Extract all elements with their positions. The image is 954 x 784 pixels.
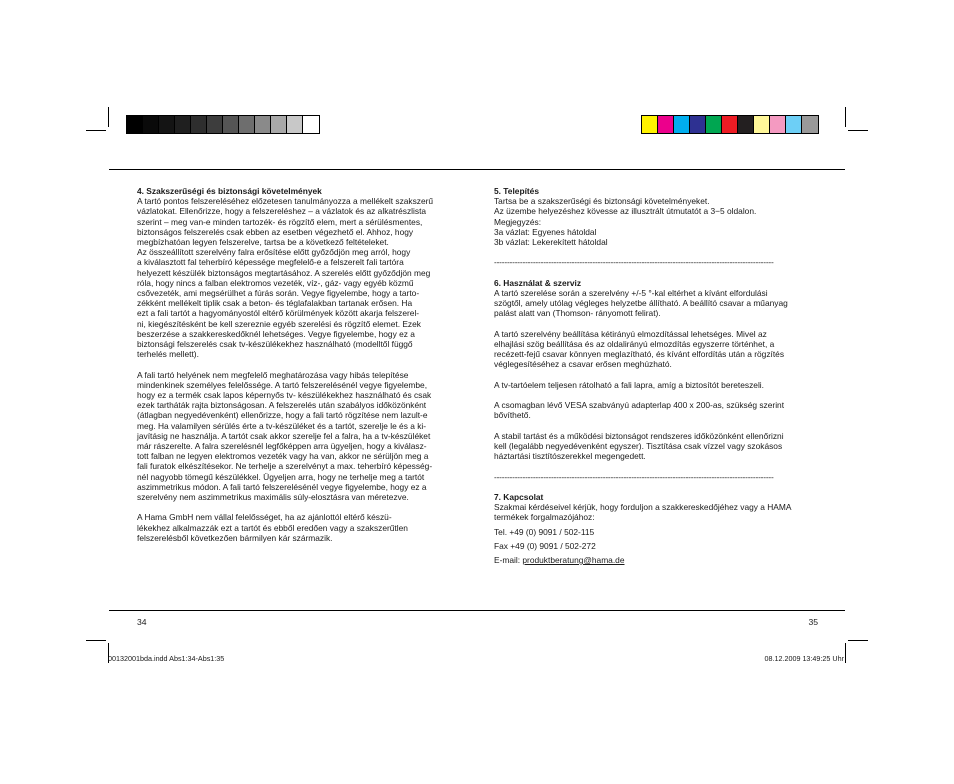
section-6-paragraph-5: A stabil tartást és a működési biztonságot rendszeres időközönként ellenőrizni kell (legalább negyedévenként egyszer). Tisztítása csak vízzel vagy szokásos háztartási tisztítószerekkel megengedett. xyxy=(494,430,784,462)
color-swatch xyxy=(159,116,175,133)
section-5-heading: 5. Telepítés xyxy=(494,186,539,196)
slug-file-info: 00132001bda.indd Abs1:34-Abs1:35 xyxy=(108,654,225,663)
section-6-paragraph-3: A tv-tartóelem teljesen rátolható a fali lapra, amíg a biztosítót bereteszeli. xyxy=(494,379,764,390)
section-7-heading: 7. Kapcsolat xyxy=(494,491,544,502)
color-swatch xyxy=(786,116,802,133)
crop-mark xyxy=(848,130,868,131)
section-6-paragraph-4: A csomagban lévő VESA szabványú adapterlap 400 x 200-as, szükség szerint bővíthető. xyxy=(494,400,785,421)
right-column xyxy=(494,186,814,565)
section-4-heading: 4. Szakszerűségi és biztonsági követelmények xyxy=(137,186,322,196)
color-swatch xyxy=(770,116,786,133)
color-swatch xyxy=(255,116,271,133)
section-7-paragraph: Szakmai kérdéseivel kérjük, hogy forduljon a szakkereskedőjéhez vagy a HAMA termékek forgalmazójához: xyxy=(494,502,792,523)
top-rule xyxy=(109,169,845,170)
left-column xyxy=(137,186,467,543)
email-label: E-mail: xyxy=(494,554,523,565)
color-swatch xyxy=(223,116,239,133)
page-number-right: 35 xyxy=(808,617,818,627)
color-swatch-bar xyxy=(641,115,819,134)
email-link[interactable]: produktberatung@hama.de xyxy=(522,554,625,565)
section-separator: ------------------------------------------------------------------------------------------------------------ xyxy=(494,471,774,482)
section-4-paragraph-2: A fali tartó helyének nem megfelelő meghatározása vagy hibás telepítése mindenkinek személyes felelőssége. A tartó felszerelésénél vegye figyelembe, hogy ez a termék csak lapos képernyős tv- készülékekhez használható és csak ezek tartháták rajta biztonságosan. A felszerelés után szabályos időközönként (átlagban negyedévenként) ellenőrizze, hogy a fali tartó rögzítése nem lazult-e meg. Ha valamilyen sérülés érte a tv-készüléket és a tartót, szerelje le és a ki- javításig ne használja. A tartót csak akkor szerelje fel a falra, ha a tv-készüléket már rászerelte. A falra szerelésnél legfőképpen arra ügyeljen, hogy a kiválasz- tott falban ne legyen elektromos vezeték vagy ha van, akkor ne sérüljön meg a fali furatok elkészítésekor. Ne terhelje a szerelvényt a max. teherbíró képesség- nél nagyobb tömegű készülékkel. Ügyeljen arra, hogy ne terhelje meg a tartót aszimmetrikus módon. A fali tartó felszerelésénél vegye figyelembe, hogy ez a szerelvény nem aszimmetrikus maximális súly-elosztásra van méretezve. xyxy=(137,369,433,503)
contact-email-line xyxy=(494,555,814,565)
color-swatch xyxy=(738,116,754,133)
color-swatch xyxy=(303,116,319,133)
crop-mark xyxy=(86,640,106,641)
crop-mark xyxy=(845,107,846,127)
crop-mark xyxy=(845,643,846,663)
color-swatch xyxy=(674,116,690,133)
color-swatch xyxy=(175,116,191,133)
color-swatch xyxy=(143,116,159,133)
grayscale-swatch-bar xyxy=(126,115,320,134)
crop-mark xyxy=(848,640,868,641)
color-swatch xyxy=(191,116,207,133)
contact-phone: Tel. +49 (0) 9091 / 502-115 xyxy=(494,526,595,537)
color-swatch xyxy=(239,116,255,133)
color-swatch xyxy=(690,116,706,133)
bottom-rule xyxy=(109,610,845,611)
crop-mark xyxy=(86,130,106,131)
color-swatch xyxy=(127,116,143,133)
section-6-heading: 6. Használat & szerviz xyxy=(494,277,582,288)
section-4-paragraph-3: A Hama GmbH nem vállal felelősséget, ha az ajánlottól eltérő készü- lékekhez alkalmazzák ezt a tartót és ebből eredően vagy a szakszerűtlen felszerelésből következően bármilyen kár származik. xyxy=(137,512,408,543)
color-swatch xyxy=(642,116,658,133)
slug-timestamp: 08.12.2009 13:49:25 Uhr xyxy=(764,654,844,663)
color-swatch xyxy=(658,116,674,133)
section-6-paragraph-1: A tartó szerelése során a szerelvény +/-5 °-kal eltérhet a kívánt elfordulási szögtől, amely utólag végleges helyzetbe állítható. A beállító csavar a műanyag palást alatt van (Thomson- rányomott felirat). xyxy=(494,288,788,319)
color-swatch xyxy=(722,116,738,133)
section-separator: ------------------------------------------------------------------------------------------------------------ xyxy=(494,257,774,268)
crop-mark xyxy=(108,107,109,127)
contact-fax: Fax +49 (0) 9091 / 502-272 xyxy=(494,540,596,551)
section-4-paragraph-1: A tartó pontos felszereléséhez előzetesen tanulmányozza a mellékelt szakszerű vázlatokat. Ellenőrizze, hogy a felszereléshez – a vázlatok és az alkatrészlista szerint – meg van-e minden tartozék- és rögzítő elem, mert a sérülésmentes, biztonságos felszerelés csak ebben az esetben végezhető el. Ahhoz, hogy megbízhatóan legyen felszerelve, tartsa be a következő feltételeket. Az összeállított szerelvény falra erősítése előtt győződjön meg arról, hogy a kiválasztott fal teherbíró képessége megfelelő-e a felszerelt fali tartóra helyezett készülék biztonságos megtartásához. A szerelés előtt győződjön meg róla, hogy nincs a falban elektromos vezeték, víz-, gáz- vagy egyéb közmű csővezeték, ami megsérülhet a fúrás során. Vegye figyelembe, hogy a tarto- zékként mellékelt tiplik csak a beton- és téglafalakban tartanak erősen. Ha ezt a fali tartót a hagyományostól eltérő körülmények között akarja felszerel- ni, kiegészítésként be kell szereznie egyéb szerelési és rögzítő elemet. Ezek beszerzése a szakkereskedőknél lehetséges. Vegye figyelembe, hogy ez a biztonsági felszerelés csak tv-készülékekhez használható (modelltől függő terhelés mellett). xyxy=(137,196,434,360)
color-swatch xyxy=(207,116,223,133)
color-swatch xyxy=(706,116,722,133)
color-swatch xyxy=(287,116,303,133)
section-6-paragraph-2: A tartó szerelvény beállítása kétirányú elmozdítással lehetséges. Mivel az elhajlási szög beállítása és az oldalirányú elmozdítás egyszerre történhet, a recézett-fejű csavar könnyen meglazítható, és kívánt elfordítás után a rögzítés véglegesítéséhez a csavar erősen meghúzható. xyxy=(494,328,785,370)
color-swatch xyxy=(754,116,770,133)
section-5-paragraph: Tartsa be a szakszerűségi és biztonsági követelményeket. Az üzembe helyezéshez kövesse az illusztrált útmutatót a 3−5 oldalon. Megjegyzés: 3a vázlat: Egyenes hátoldal 3b vázlat: Lekerekített hátoldal xyxy=(494,196,757,248)
page-number-left: 34 xyxy=(137,617,147,627)
color-swatch xyxy=(802,116,818,133)
color-swatch xyxy=(271,116,287,133)
